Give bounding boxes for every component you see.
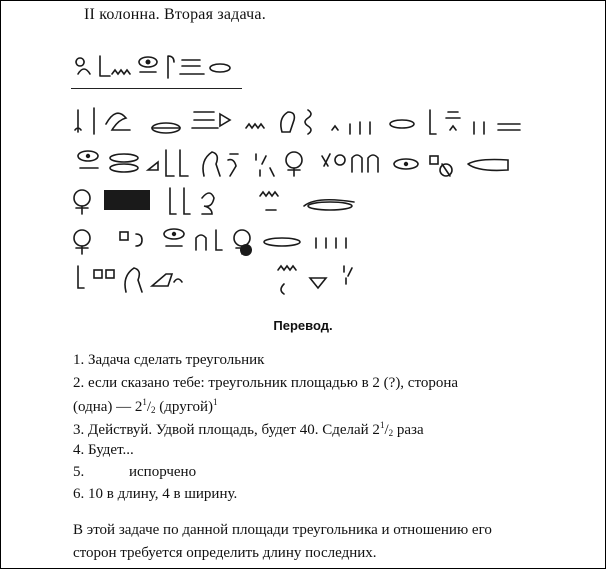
- translation-line-1: 1. Задача сделать треугольник: [73, 352, 265, 368]
- translation-line-6: 6. 10 в длину, 4 в ширину.: [73, 486, 238, 502]
- line-text: (другой): [155, 399, 214, 415]
- line-text: (одна) — 2: [73, 399, 143, 415]
- line-text: раза: [393, 422, 424, 438]
- title-rule: [71, 88, 242, 89]
- hieroglyph-title-icon: [70, 52, 250, 82]
- fraction-denominator: 2: [388, 428, 394, 438]
- translation-line-2: 2. если сказано тебе: треугольник площадью в 2 (?), сторона: [73, 375, 459, 391]
- hieroglyph-row-2-icon: [70, 146, 530, 180]
- paragraph-line-1: В этой задаче по данной площади треугольника и отношению его: [73, 522, 492, 538]
- fraction: $^1/_2$: [142, 397, 156, 415]
- page-title: II колонна. Вторая задача.: [84, 6, 266, 23]
- line-text: 3. Действуй. Удвой площадь, будет 40. Сделай 2: [73, 422, 380, 438]
- translation-line-4: 4. Будет...: [73, 442, 134, 458]
- hieroglyph-row-4-icon: [70, 224, 530, 258]
- translation-line-3: [73, 420, 424, 439]
- translation-heading: Перевод.: [273, 318, 333, 333]
- translation-line-2b: [73, 397, 218, 416]
- hieroglyph-row-5-icon: [70, 262, 530, 296]
- line-text: испорчено: [129, 464, 197, 480]
- fraction-denominator: 2: [151, 405, 156, 415]
- footnote-marker: 1: [213, 397, 218, 407]
- paragraph-line-2: сторон требуется определить длину последних.: [73, 545, 377, 561]
- hieroglyph-row-1-icon: [70, 104, 530, 138]
- line-number: 5.: [73, 464, 85, 480]
- hieroglyph-row-3-icon: [70, 184, 530, 218]
- fraction: $^1/_2$: [379, 420, 394, 438]
- translation-line-5: [73, 464, 196, 481]
- fraction-numerator: 1: [142, 397, 147, 407]
- fraction-numerator: 1: [379, 420, 385, 430]
